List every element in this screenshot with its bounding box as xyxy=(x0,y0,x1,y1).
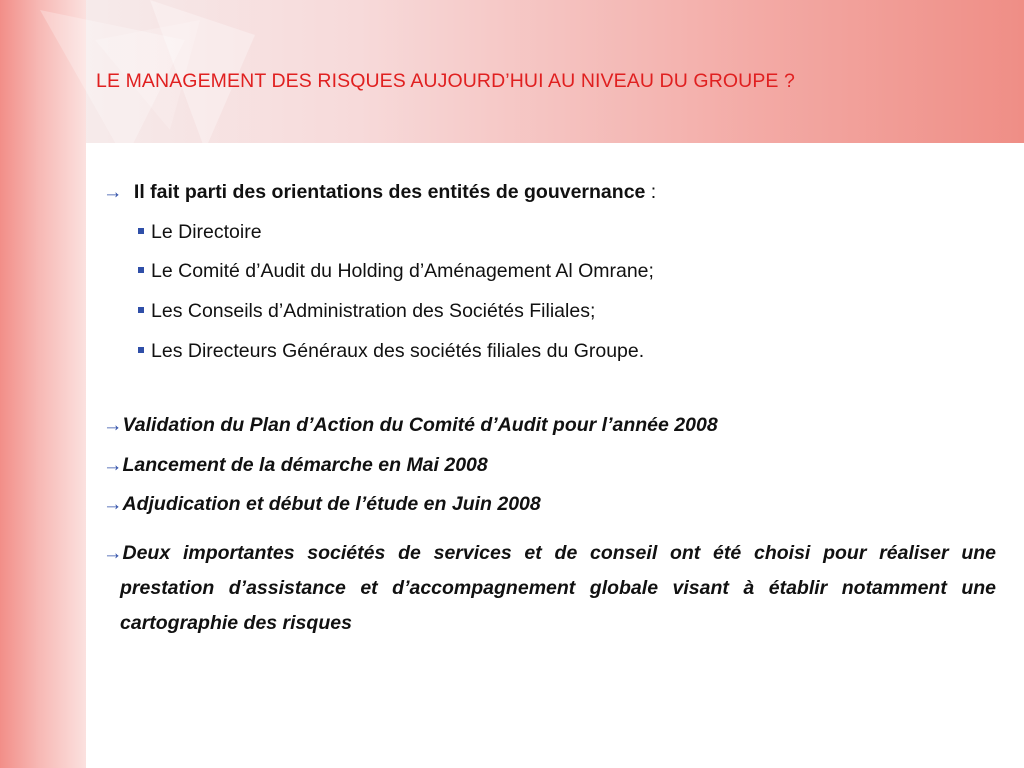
section-heading-line xyxy=(103,181,656,204)
arrow-icon: → xyxy=(103,542,123,564)
bullet-item xyxy=(138,300,595,323)
bullet-text: Les Directeurs Généraux des sociétés filiales du Groupe. xyxy=(151,340,645,362)
point-text: Lancement de la démarche en Mai 2008 xyxy=(122,454,488,476)
arrow-icon: → xyxy=(103,454,123,476)
square-bullet-icon xyxy=(138,228,144,234)
point-text: Adjudication et début de l’étude en Juin 2008 xyxy=(122,493,541,515)
point-text: Validation du Plan d’Action du Comité d’Audit pour l’année 2008 xyxy=(122,414,718,436)
point-text: Deux importantes sociétés de services et de conseil ont été choisi pour réaliser une prestation d’assistance et d’accompagnement globale visant à établir notamment une cartographie des risques xyxy=(120,542,996,634)
bullet-item xyxy=(138,221,262,244)
arrow-point xyxy=(103,454,488,477)
bullet-text: Le Comité d’Audit du Holding d’Aménagement Al Omrane; xyxy=(151,260,654,282)
arrow-point xyxy=(103,414,718,437)
square-bullet-icon xyxy=(138,267,144,273)
arrow-point-paragraph xyxy=(103,536,996,641)
arrow-icon: → xyxy=(103,414,123,436)
arrow-point xyxy=(103,493,541,516)
section-heading-suffix: : xyxy=(645,181,657,203)
slide-title: LE MANAGEMENT DES RISQUES AUJOURD’HUI AU NIVEAU DU GROUPE ? xyxy=(96,70,796,92)
bullet-text: Les Conseils d’Administration des Sociétés Filiales; xyxy=(151,300,596,322)
section-heading: Il fait parti des orientations des entités de gouvernance xyxy=(133,181,646,203)
square-bullet-icon xyxy=(138,307,144,313)
arrow-icon: → xyxy=(103,493,123,515)
bullet-item xyxy=(138,260,654,283)
arrow-icon: → xyxy=(103,181,123,203)
bullet-item xyxy=(138,340,644,363)
bullet-text: Le Directoire xyxy=(151,221,262,243)
square-bullet-icon xyxy=(138,347,144,353)
